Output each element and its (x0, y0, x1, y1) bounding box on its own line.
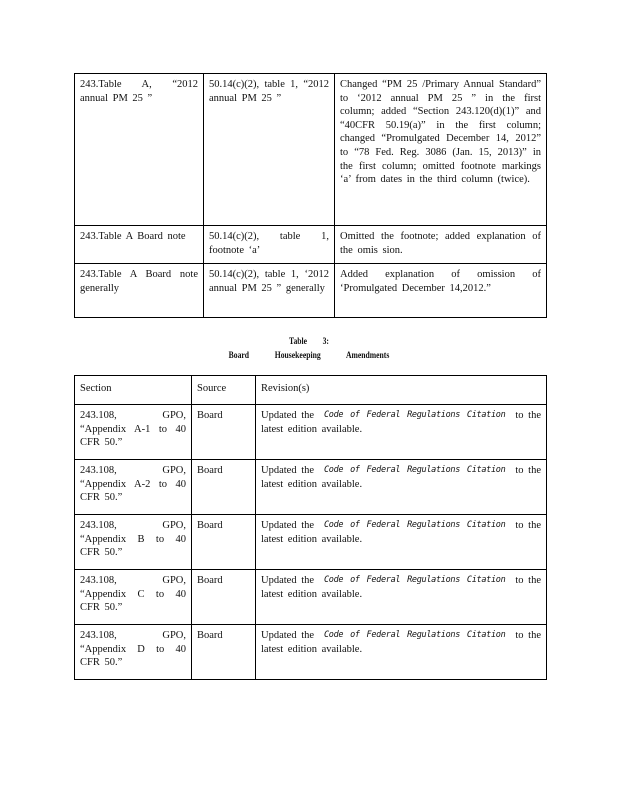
table-row (75, 570, 547, 625)
revision-cell: Added explanation of omission of ‘Promulgated December 14,2012.” (335, 264, 547, 318)
revision-cell: Changed “PM 25 /Primary Annual Standard” to ‘2012 annual PM 25 ” in the first column; added “Section 243.120(d)(1)” and “40CFR 50.19(a)” in the first column; changed “Promulgated December 14, 2012” to “78 Fed. Reg. 3086 (Jan. 15, 2013)” in the first column; omitted footnote markings ‘a’ from dates in the third column (twice). (335, 74, 547, 226)
revision-text: to the (515, 410, 541, 421)
source-cell: Board (192, 515, 256, 570)
revision-text: Updated the (261, 575, 315, 586)
revision-cell (256, 460, 547, 515)
table-row (75, 405, 547, 460)
source-cell: Board (192, 570, 256, 625)
source-cell: 50.14(c)(2), table 1, footnote ‘a’ (204, 226, 335, 264)
table-caption-title: Board Housekeeping Amendments (228, 350, 390, 360)
table-row (75, 74, 547, 226)
section-cell: 243.Table A, “2012 annual PM 25 ” (75, 74, 204, 226)
revision-cell (256, 625, 547, 680)
revision-text: to the (515, 520, 541, 531)
source-cell: 50.14(c)(2), table 1, “2012 annual PM 25 ” (204, 74, 335, 226)
revision-cell (256, 405, 547, 460)
revision-text: latest edition available. (261, 643, 363, 655)
section-cell: 243.Table A Board note (75, 226, 204, 264)
header-source: Source (192, 376, 256, 405)
source-cell: Board (192, 625, 256, 680)
revision-text: latest edition available. (261, 423, 363, 435)
table-row (75, 264, 547, 318)
section-cell: 243.108, GPO, “Appendix A-2 to 40 CFR 50.” (75, 460, 192, 515)
header-revision: Revision(s) (256, 376, 547, 405)
table-row (75, 226, 547, 264)
revision-text: Updated the (261, 410, 315, 421)
revision-text: Updated the (261, 465, 315, 476)
revision-text: to the (515, 465, 541, 476)
board-housekeeping-table (74, 375, 547, 680)
revision-text: latest edition available. (261, 478, 363, 490)
cfr-citation: Code of Federal Regulations Citation (323, 410, 506, 420)
header-section: Section (75, 376, 192, 405)
section-cell: 243.Table A Board note generally (75, 264, 204, 318)
amendments-continuation-table (74, 73, 547, 318)
revision-text: to the (515, 630, 541, 641)
table-row (75, 460, 547, 515)
revision-cell (256, 515, 547, 570)
table-caption-number: Table 3: (289, 336, 329, 346)
section-cell: 243.108, GPO, “Appendix C to 40 CFR 50.” (75, 570, 192, 625)
revision-text: to the (515, 575, 541, 586)
revision-text: Updated the (261, 630, 315, 641)
cfr-citation: Code of Federal Regulations Citation (323, 575, 506, 585)
cfr-citation: Code of Federal Regulations Citation (323, 465, 506, 475)
source-cell: 50.14(c)(2), table 1, ‘2012 annual PM 25 ” generally (204, 264, 335, 318)
revision-cell (256, 570, 547, 625)
revision-text: latest edition available. (261, 533, 363, 545)
source-cell: Board (192, 460, 256, 515)
section-cell: 243.108, GPO, “Appendix D to 40 CFR 50.” (75, 625, 192, 680)
table-header-row (75, 376, 547, 405)
table-row (75, 625, 547, 680)
revision-text: latest edition available. (261, 588, 363, 600)
table-row (75, 515, 547, 570)
cfr-citation: Code of Federal Regulations Citation (323, 520, 506, 530)
source-cell: Board (192, 405, 256, 460)
revision-cell: Omitted the footnote; added explanation of the omis sion. (335, 226, 547, 264)
section-cell: 243.108, GPO, “Appendix B to 40 CFR 50.” (75, 515, 192, 570)
revision-text: Updated the (261, 520, 315, 531)
cfr-citation: Code of Federal Regulations Citation (323, 630, 506, 640)
section-cell: 243.108, GPO, “Appendix A-1 to 40 CFR 50.” (75, 405, 192, 460)
